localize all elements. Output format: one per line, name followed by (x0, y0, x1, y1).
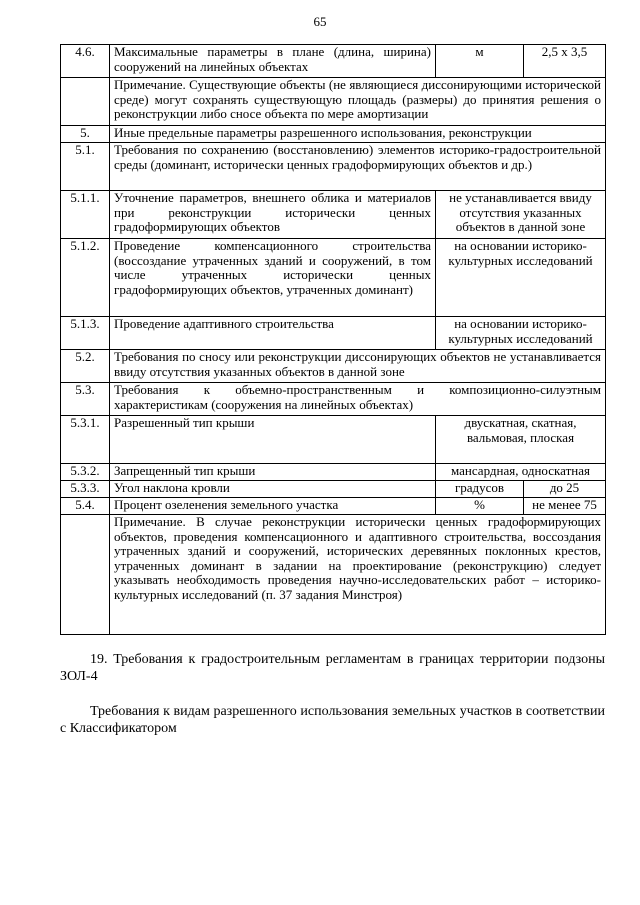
row-number: 5.3.2. (61, 464, 110, 481)
row-number: 5. (61, 126, 110, 143)
parameter-unit: % (436, 498, 524, 515)
empty-cell (61, 515, 110, 635)
body-paragraph: Требования к видам разрешенного использования земельных участков в соответствии с Классификатором (60, 704, 605, 736)
table-row (61, 498, 606, 515)
table-row (61, 78, 606, 126)
parameter-value: не устанавливается ввиду отсутствия указанных объектов в данной зоне (436, 191, 606, 239)
parameter-text: Требования по сносу или реконструкции диссонирующих объектов не устанавливается ввиду отсутствия указанных объектов в данной зоне (110, 350, 606, 383)
note-text: Примечание. В случае реконструкции исторически ценных градоформирующих объектов, проведения компенсационного и адаптивного строительства, воссоздания утраченных зданий и сооружений, исторических деревянных поклонных крестов, утраченных доминант в задании на проектирование (реконструкцию) следует указывать необходимость проведения научно-исследовательских работ – историко-культурных исследований (п. 37 задания Минстроя) (110, 515, 606, 635)
row-number: 5.2. (61, 350, 110, 383)
parameter-text: Проведение компенсационного строительства (воссоздание утраченных зданий и сооружений, в том числе утраченных исторически ценных градоформирующих объектов, утраченных доминант) (110, 239, 436, 317)
table-row (61, 143, 606, 191)
parameter-text: Требования по сохранению (восстановлению) элементов историко-градостроительной среды (доминант, исторически ценных градоформирующих объектов и др.) (110, 143, 606, 191)
row-number: 5.3.3. (61, 481, 110, 498)
parameter-value: до 25 (524, 481, 606, 498)
table-row (61, 239, 606, 317)
row-number: 5.1.2. (61, 239, 110, 317)
parameter-value: мансардная, односкатная (436, 464, 606, 481)
parameter-value: двускатная, скатная, вальмовая, плоская (436, 416, 606, 464)
table-row (61, 416, 606, 464)
parameter-value: не менее 75 (524, 498, 606, 515)
section-heading: 19. Требования к градостроительным регламентам в границах территории подзоны ЗОЛ-4 (60, 652, 605, 684)
parameter-text: Требования к объемно-пространственным и композиционно-силуэтным характеристикам (сооружения на линейных объектах) (110, 383, 606, 416)
table-row (61, 45, 606, 78)
page-number: 65 (313, 14, 327, 29)
table-row (61, 350, 606, 383)
parameter-value: на основании историко-культурных исследований (436, 239, 606, 317)
regulations-table (60, 44, 606, 635)
table-row (61, 126, 606, 143)
table-row (61, 515, 606, 635)
parameter-text: Проведение адаптивного строительства (110, 317, 436, 350)
parameter-text: Запрещенный тип крыши (110, 464, 436, 481)
row-number: 5.3.1. (61, 416, 110, 464)
parameter-text: Максимальные параметры в плане (длина, ширина) сооружений на линейных объектах (110, 45, 436, 78)
row-number: 4.6. (61, 45, 110, 78)
parameter-unit: м (436, 45, 524, 78)
table-row (61, 464, 606, 481)
table-row (61, 383, 606, 416)
table-row (61, 191, 606, 239)
empty-cell (61, 78, 110, 126)
note-text: Примечание. Существующие объекты (не являющиеся диссонирующими исторической среде) могут сохранять существующую площадь (размеры) до принятия решения о реконструкции либо сносе объекта по мере амортизации (110, 78, 606, 126)
parameter-text: Угол наклона кровли (110, 481, 436, 498)
parameter-value: 2,5 х 3,5 (524, 45, 606, 78)
row-number: 5.4. (61, 498, 110, 515)
row-number: 5.1.1. (61, 191, 110, 239)
parameter-text: Уточнение параметров, внешнего облика и материалов при реконструкции исторически ценных градоформирующих объектов (110, 191, 436, 239)
table-row (61, 481, 606, 498)
row-number: 5.3. (61, 383, 110, 416)
parameter-text: Процент озеленения земельного участка (110, 498, 436, 515)
parameter-text: Разрешенный тип крыши (110, 416, 436, 464)
parameter-unit: градусов (436, 481, 524, 498)
parameter-text: Иные предельные параметры разрешенного использования, реконструкции (110, 126, 606, 143)
row-number: 5.1. (61, 143, 110, 191)
row-number: 5.1.3. (61, 317, 110, 350)
parameter-value: на основании историко-культурных исследований (436, 317, 606, 350)
table-row (61, 317, 606, 350)
